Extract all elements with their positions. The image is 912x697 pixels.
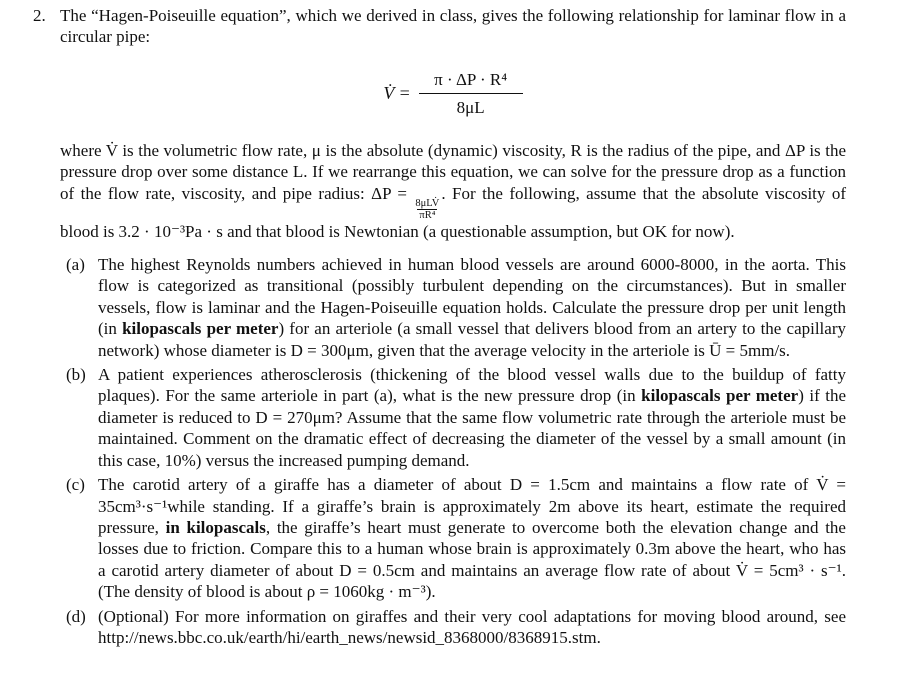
pressure-drop-denominator: πR⁴ (419, 209, 436, 221)
subpart-emphasis: kilopascals per meter (641, 386, 799, 406)
subpart-text-2: , the giraffe’s heart must generate to overcome both the elevation change and the losses due to friction. Compare this to a human whose brain is approximately 0.3m above the heart, who has a carotid artery diameter of about D = 0.5cm and maintains an average flow rate of about V̇ = 5cm³ · s⁻¹. (The density of blood is about ρ = 1060kg · m⁻³). (98, 517, 846, 602)
subpart-text (98, 254, 846, 361)
problem-intro: The “Hagen-Poiseuille equation”, which we derived in class, gives the following relationship for laminar flow in a circular pipe: (60, 6, 846, 47)
problem-body (60, 5, 846, 651)
subpart-text-1: The highest Reynolds numbers achieved in human blood vessels are around 6000-8000, in the aorta. This flow is categorized as transitional (possibly turbulent depending on the circumstances). But in smaller vessels, flow is laminar and the Hagen-Poiseuille equation holds. Calculate the pressure drop per unit length (in (98, 255, 846, 339)
subpart-text-1: The carotid artery of a giraffe has a diameter of about D = 1.5cm and maintains a flow rate of V̇ = 35cm³·s⁻¹while standing. If a giraffe’s brain is approximately 2m above its heart, estimate the required pressure, (98, 475, 846, 537)
subpart-c (60, 474, 846, 602)
equation-denominator: 8μL (419, 93, 523, 118)
subpart-emphasis: in kilopascals (165, 517, 266, 537)
subpart-text (98, 606, 846, 649)
subpart-text-1: (Optional) For more information on giraffes and their very cool adaptations for moving blood around, see (98, 606, 846, 626)
subpart-d (60, 606, 846, 649)
subpart-text (98, 474, 846, 602)
subpart-label: (b) (66, 365, 86, 385)
pressure-drop-fraction (413, 198, 441, 221)
subpart-text (98, 364, 846, 471)
subpart-text-1: A patient experiences atherosclerosis (thickening of the blood vessel walls due to the buildup of fatty plaques). For the same arteriole in part (a), what is the new pressure drop (in (98, 365, 846, 406)
subpart-label: (d) (66, 606, 86, 626)
subpart-emphasis: kilopascals per meter (122, 319, 279, 339)
subpart-label: (a) (66, 255, 85, 275)
subpart-text-2: . (596, 627, 601, 647)
subparts-list (60, 254, 846, 648)
bbc-link[interactable]: http://news.bbc.co.uk/earth/hi/earth_news/newsid_8368000/8368915.stm (98, 627, 597, 647)
problem-number: 2. (33, 6, 46, 25)
subpart-text-2: ) if the diameter is reduced to D = 270μm? Assume that the same flow volumetric rate through the arteriole must be maintained. Comment on the dramatic effect of decreasing the diameter of the vessel by a small amount (in this case, 10%) versus the increased pumping demand. (98, 386, 846, 470)
subpart-a (60, 254, 846, 361)
problem-explanation (60, 140, 846, 242)
equation-lhs: V̇ = (383, 83, 411, 104)
equation-numerator: π · ΔP · R⁴ (434, 69, 508, 89)
subpart-text-2: ) for an arteriole (a small vessel that delivers blood from an artery to the capillary network) whose diameter is D = 300μm, given that the average velocity in the arteriole is Ū = 5mm/s. (98, 319, 846, 360)
equation-fraction (419, 69, 523, 119)
subpart-label: (c) (66, 475, 85, 495)
explanation-text-1: where V̇ is the volumetric flow rate, μ is the absolute (dynamic) viscosity, R is the radius of the pipe, and ΔP is the pressure drop over some distance L. If we rearrange this equation, we can solve for the pressure drop as a function of the flow rate, viscosity, and pipe radius: ΔP = (60, 140, 846, 203)
pressure-drop-numerator: 8μLV̇ (415, 197, 440, 209)
subpart-b (60, 364, 846, 471)
explanation-text-2: . For the following, assume that the absolute viscosity of blood is 3.2 · 10⁻³Pa · s and that blood is Newtonian (a questionable assumption, but OK for now). (60, 183, 847, 241)
hagen-poiseuille-equation (60, 52, 846, 136)
